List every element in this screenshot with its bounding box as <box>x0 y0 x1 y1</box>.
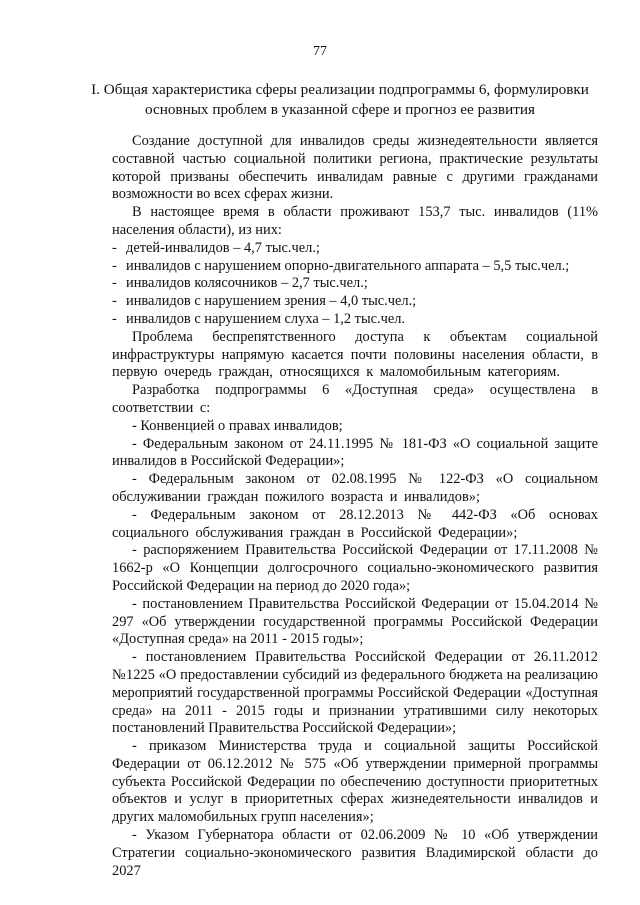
page-number: 77 <box>313 44 327 59</box>
legal-item: - Конвенцией о правах инвалидов; <box>132 417 343 434</box>
legal-item: - распоряжением Правительства Российской Федерации от 17.11.2008 № 1662-р «О Концепции долгосрочного социально-экономического развития Российской Федерации на период до 2020 года»; <box>112 542 598 594</box>
legal-item: - постановлением Правительства Российской Федерации от 26.11.2012 №1225 «О предоставлении субсидий из федерального бюджета на реализацию мероприятий государственной программы Российской Федерации «Доступная среда» на 2011 - 2015 годы и признании утратившими силу некоторых постановлений Правительства Российской Федерации»; <box>112 649 598 737</box>
list-item: - детей-инвалидов – 4,7 тыс.чел.; <box>112 240 598 258</box>
list-item: - инвалидов с нарушением зрения – 4,0 тыс.чел.; <box>112 293 598 311</box>
paragraph-population: В настоящее время в области проживают 153,7 тыс. инвалидов (11% населения области), из них: <box>112 204 598 238</box>
legal-item: - постановлением Правительства Российской Федерации от 15.04.2014 № 297 «Об утверждении государственной программы Российской Федерации «Доступная среда» на 2011 - 2015 годы»; <box>112 595 598 648</box>
legal-basis-list <box>112 418 598 881</box>
legal-item: - приказом Министерства труда и социальной защиты Российской Федерации от 06.12.2012 № 575 «Об утверждении примерной программы субъекта Российской Федерации по обеспечению доступности приоритетных объектов и услуг в приоритетных сферах жизнедеятельности инвалидов и других маломобильных групп населения»; <box>112 738 598 826</box>
list-item: - инвалидов с нарушением опорно-двигательного аппарата – 5,5 тыс.чел.; <box>112 258 598 276</box>
disability-stats-list <box>112 240 598 329</box>
list-item: - инвалидов колясочников – 2,7 тыс.чел.; <box>112 275 598 293</box>
paragraph-program-basis: Разработка подпрограммы 6 «Доступная среда» осуществлена в соответствии с: <box>112 382 598 416</box>
legal-item: - Указом Губернатора области от 02.06.2009 № 10 «Об утверждении Стратегии социально-экономического развития Владимирской области до 2027 <box>112 827 598 879</box>
document-body <box>112 133 598 880</box>
list-item: - инвалидов с нарушением слуха – 1,2 тыс.чел. <box>112 311 598 329</box>
section-heading: I. Общая характеристика сферы реализации подпрограммы 6, формулировки основных проблем в указанной сфере и прогноз ее развития <box>91 81 589 118</box>
paragraph-intro: Создание доступной для инвалидов среды жизнедеятельности является составной частью социальной политики региона, практические результаты которой призваны обеспечить инвалидам равные с другими гражданами возможности во всех сферах жизни. <box>112 133 598 203</box>
legal-item: - Федеральным законом от 02.08.1995 № 122-ФЗ «О социальном обслуживании граждан пожилого возраста и инвалидов»; <box>112 471 598 505</box>
paragraph-access-problem: Проблема беспрепятственного доступа к объектам социальной инфраструктуры напрямую касается почти половины населения области, в первую очередь граждан, относящихся к маломобильным категориям. <box>112 328 598 381</box>
legal-item: - Федеральным законом от 24.11.1995 № 181-ФЗ «О социальной защите инвалидов в Российской Федерации»; <box>112 435 598 470</box>
legal-item: - Федеральным законом от 28.12.2013 № 442-ФЗ «Об основах социального обслуживания граждан в Российской Федерации»; <box>112 506 598 541</box>
